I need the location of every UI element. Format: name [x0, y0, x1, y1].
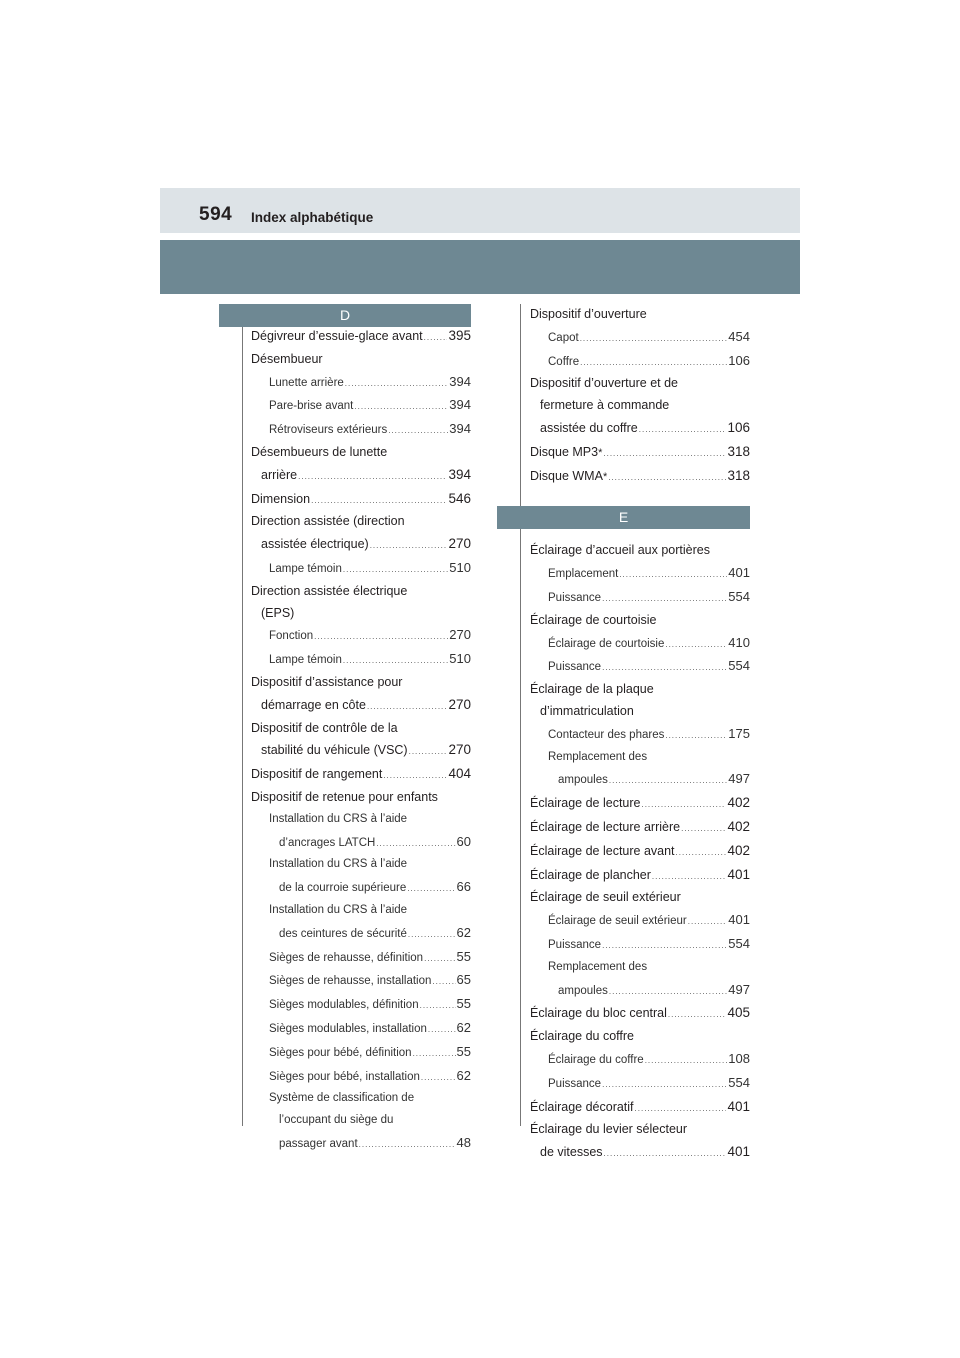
page-ref[interactable]: 394 — [449, 397, 471, 413]
index-entry — [530, 1002, 750, 1026]
entry-text: arrière — [261, 467, 298, 482]
entry-text: Remplacement des — [548, 960, 648, 973]
index-entry — [530, 304, 750, 326]
index-entry — [251, 511, 471, 533]
index-subentry — [530, 655, 750, 679]
entry-text: Dimension — [251, 491, 311, 506]
dot-leader — [676, 842, 727, 864]
page-ref[interactable]: 497 — [728, 771, 750, 787]
dot-leader — [311, 490, 447, 512]
entry-text: Capot — [548, 331, 579, 344]
page-ref[interactable]: 270 — [448, 742, 471, 758]
entry-text: Éclairage de courtoisie — [530, 612, 657, 627]
dot-leader — [668, 1004, 727, 1026]
page-ref[interactable]: 554 — [728, 658, 750, 674]
entry-text: Puissance — [548, 1077, 602, 1090]
index-entry — [530, 840, 750, 864]
entry-text: Éclairage de la plaque — [530, 682, 654, 697]
index-entry — [251, 349, 471, 371]
page-ref[interactable]: 62 — [456, 1067, 471, 1083]
index-subentry — [251, 1065, 471, 1089]
page-ref[interactable]: 394 — [449, 373, 471, 389]
page-ref[interactable]: 106 — [727, 419, 750, 435]
entry-text: Sièges de rehausse, installation — [269, 975, 432, 988]
page-ref[interactable]: 401 — [728, 912, 750, 928]
index-entry — [530, 540, 750, 562]
page-ref[interactable]: 270 — [448, 536, 471, 552]
page-ref[interactable]: 55 — [456, 948, 471, 964]
index-entry: Disque WMA * ..... 318 — [530, 465, 750, 489]
entry-text: Éclairage de plancher — [530, 867, 651, 882]
entry-text: Éclairage de lecture avant — [530, 843, 675, 858]
index-subentry — [530, 909, 750, 933]
index-group-d-continued — [530, 304, 750, 488]
dot-leader — [603, 443, 726, 465]
dot-leader — [681, 818, 726, 840]
entry-text: ampoules — [558, 984, 608, 997]
page-title: Index alphabétique — [251, 210, 374, 225]
dot-leader — [388, 420, 448, 442]
page-ref[interactable]: 60 — [456, 833, 471, 849]
column-divider-left — [242, 304, 243, 1126]
page-ref[interactable]: 106 — [728, 352, 750, 368]
entry-text: Puissance — [548, 661, 602, 674]
page-ref[interactable]: 546 — [448, 490, 471, 506]
index-entry — [530, 816, 750, 840]
index-entry — [251, 464, 471, 488]
dot-leader — [645, 1050, 728, 1072]
entry-text: Fonction — [269, 630, 314, 643]
index-subentry — [530, 1072, 750, 1096]
entry-text: des ceintures de sécurité — [279, 927, 407, 940]
index-subentry — [251, 624, 471, 648]
page-ref[interactable]: 402 — [727, 795, 750, 811]
entry-text: Puissance — [548, 591, 602, 604]
entry-text: Dispositif de retenue pour enfants — [251, 789, 438, 804]
page-ref[interactable]: 62 — [456, 1019, 471, 1035]
dot-leader — [602, 935, 727, 957]
page-ref[interactable]: 395 — [448, 328, 471, 343]
index-subentry — [251, 993, 471, 1017]
entry-text: Emplacement — [548, 568, 619, 581]
index-entry — [251, 787, 471, 809]
entry-text: Éclairage de seuil extérieur — [548, 915, 687, 928]
page-ref[interactable]: 410 — [728, 634, 750, 650]
dot-leader — [639, 419, 727, 441]
dot-leader — [424, 327, 448, 349]
page-ref[interactable]: 554 — [728, 1074, 750, 1090]
dot-leader — [359, 1134, 456, 1156]
index-subentry — [530, 933, 750, 957]
entry-text: (EPS) — [261, 605, 295, 620]
page-ref[interactable]: 65 — [456, 972, 471, 988]
page-number: 594 — [199, 204, 233, 225]
dot-leader — [409, 741, 448, 763]
page-ref[interactable]: 175 — [728, 725, 750, 741]
index-subentry — [251, 969, 471, 993]
index-group-e — [530, 540, 750, 1165]
dot-leader — [602, 657, 727, 679]
entry-text: Dispositif d’assistance pour — [251, 674, 403, 689]
dot-leader — [367, 696, 448, 718]
index-entry — [530, 1096, 750, 1120]
dot-leader — [580, 352, 727, 374]
entry-text: de vitesses — [540, 1145, 603, 1160]
index-entry — [251, 739, 471, 763]
index-subentry — [530, 326, 750, 350]
index-entry — [251, 763, 471, 787]
dot-leader — [407, 878, 455, 900]
entry-text: Désembueur — [251, 351, 323, 366]
entry-text: Dispositif d’ouverture et de — [530, 376, 678, 391]
entry-text: Pare-brise avant — [269, 400, 354, 413]
column-divider-right — [520, 304, 521, 1126]
page-ref[interactable]: 401 — [727, 1144, 750, 1160]
index-subentry — [251, 946, 471, 970]
page-ref[interactable]: 510 — [449, 651, 471, 667]
page-ref[interactable]: 404 — [448, 766, 471, 782]
index-entry — [530, 610, 750, 632]
entry-text: assistée du coffre — [540, 420, 638, 435]
index-entry — [530, 701, 750, 723]
index-subentry — [251, 831, 471, 855]
page-ref[interactable]: 405 — [727, 1005, 750, 1021]
index-entry — [530, 1119, 750, 1141]
index-subentry — [530, 586, 750, 610]
entry-text: Installation du CRS à l’aide — [269, 858, 408, 871]
index-subentry — [251, 371, 471, 395]
index-subentry — [530, 768, 750, 792]
dot-leader — [420, 995, 456, 1017]
dot-leader — [383, 765, 447, 787]
dot-leader — [609, 770, 727, 792]
index-entry — [530, 1141, 750, 1165]
index-subentry — [251, 418, 471, 442]
entry-text: Lampe témoin — [269, 654, 342, 667]
entry-text: d’immatriculation — [540, 703, 634, 718]
dot-leader — [609, 981, 727, 1003]
entry-text: Sièges de rehausse, définition — [269, 951, 424, 964]
index-subentry — [251, 922, 471, 946]
index-subentry — [251, 557, 471, 581]
entry-text: Remplacement des — [548, 750, 648, 763]
dot-leader — [665, 634, 727, 656]
index-subentry — [530, 562, 750, 586]
page-ref[interactable]: 510 — [449, 559, 471, 575]
entry-text: Puissance — [548, 938, 602, 951]
page-ref[interactable]: 401 — [727, 866, 750, 882]
index-subentry — [251, 394, 471, 418]
entry-text: Sièges modulables, installation — [269, 1022, 427, 1035]
entry-text: Coffre — [548, 355, 580, 368]
entry-text: Rétroviseurs extérieurs — [269, 424, 388, 437]
entry-text: passager avant — [279, 1137, 358, 1150]
index-column-right — [530, 304, 750, 1165]
dot-leader — [665, 725, 727, 747]
index-subentry — [251, 1132, 471, 1156]
index-subentry — [251, 1017, 471, 1041]
entry-text: fermeture à commande — [540, 398, 670, 413]
dot-leader — [608, 467, 726, 489]
dot-leader — [345, 373, 449, 395]
entry-text: Dispositif de contrôle de la — [251, 720, 398, 735]
dot-leader — [635, 1098, 727, 1120]
dot-leader — [413, 1043, 456, 1065]
dot-leader — [354, 396, 448, 418]
page-ref[interactable]: 55 — [456, 1043, 471, 1059]
page-ref[interactable]: 318 — [727, 443, 750, 459]
entry-text: Installation du CRS à l’aide — [269, 812, 408, 825]
page-ref[interactable]: 62 — [456, 924, 471, 940]
index-subentry — [251, 809, 471, 831]
index-subentry — [530, 1048, 750, 1072]
page-ref[interactable]: 402 — [727, 818, 750, 834]
entry-text: Désembueurs de lunette — [251, 444, 388, 459]
index-subentry — [251, 1110, 471, 1132]
index-subentry — [530, 632, 750, 656]
page-ref[interactable]: 394 — [448, 466, 471, 482]
entry-text: stabilité du véhicule (VSC) — [261, 743, 408, 758]
entry-text: Direction assistée (direction — [251, 514, 405, 529]
page-ref[interactable]: 394 — [449, 421, 471, 437]
entry-text: Éclairage d’accueil aux portières — [530, 543, 710, 558]
page-ref[interactable]: 402 — [727, 842, 750, 858]
index-subentry — [530, 747, 750, 769]
index-subentry — [530, 979, 750, 1003]
index-subentry — [251, 1041, 471, 1065]
index-entry — [251, 672, 471, 694]
dot-leader — [343, 650, 448, 672]
dot-leader — [421, 1067, 456, 1089]
index-entry — [530, 373, 750, 395]
entry-text: Éclairage de lecture — [530, 796, 641, 811]
entry-text: Disque MP3 — [530, 444, 599, 459]
dot-leader — [580, 328, 728, 350]
index-entry — [530, 792, 750, 816]
entry-text: Éclairage de seuil extérieur — [530, 890, 681, 905]
index-entry — [530, 395, 750, 417]
index-entry — [251, 694, 471, 718]
entry-text: Installation du CRS à l’aide — [269, 903, 408, 916]
page-ref[interactable]: 554 — [728, 935, 750, 951]
index-entry — [530, 679, 750, 701]
index-subentry — [530, 723, 750, 747]
entry-text: Éclairage du coffre — [548, 1053, 644, 1066]
entry-text: assistée électrique) — [261, 537, 369, 552]
page-ref[interactable]: 48 — [456, 1134, 471, 1150]
entry-text: Sièges pour bébé, définition — [269, 1046, 412, 1059]
entry-text: de la courroie supérieure — [279, 882, 407, 895]
dot-leader — [370, 535, 448, 557]
entry-text: Éclairage du bloc central — [530, 1006, 667, 1021]
index-entry — [530, 417, 750, 441]
page-ref[interactable]: 318 — [727, 467, 750, 483]
dot-leader — [424, 948, 455, 970]
index-entry — [530, 887, 750, 909]
entry-text: Système de classification de — [269, 1092, 415, 1105]
dot-leader — [408, 924, 456, 946]
entry-text: Contacteur des phares — [548, 728, 665, 741]
dot-leader — [604, 1143, 727, 1165]
entry-text: Éclairage de courtoisie — [548, 637, 665, 650]
index-entry — [251, 603, 471, 625]
index-entry: Disque MP3 * ..... 318 — [530, 441, 750, 465]
entry-text: l’occupant du siège du — [279, 1114, 394, 1127]
page-ref[interactable]: 497 — [728, 981, 750, 997]
index-entry — [251, 325, 471, 349]
index-subentry — [251, 854, 471, 876]
dot-leader — [652, 866, 727, 888]
entry-text: Dispositif d’ouverture — [530, 307, 647, 321]
entry-text: Disque WMA — [530, 468, 603, 483]
index-entry — [251, 442, 471, 464]
dot-leader — [428, 1019, 456, 1041]
page-ref[interactable]: 401 — [728, 565, 750, 581]
entry-text: Éclairage du levier sélecteur — [530, 1122, 688, 1137]
dot-leader — [602, 588, 727, 610]
section-header-d: D — [219, 304, 471, 327]
entry-text: Lampe témoin — [269, 562, 342, 575]
entry-text: Éclairage du coffre — [530, 1029, 634, 1044]
dot-leader — [688, 911, 728, 933]
index-column-left — [251, 325, 471, 1156]
index-entry — [251, 533, 471, 557]
index-subentry — [530, 957, 750, 979]
index-subentry — [251, 900, 471, 922]
page-ref[interactable]: 270 — [448, 696, 471, 712]
dot-leader — [376, 833, 455, 855]
page-ref[interactable]: 401 — [727, 1098, 750, 1114]
entry-text: démarrage en côte — [261, 697, 366, 712]
page-ref[interactable]: 66 — [456, 879, 471, 895]
entry-text: ampoules — [558, 774, 608, 787]
entry-text: Dégivreur d’essuie-glace avant — [251, 329, 423, 343]
index-subentry — [530, 350, 750, 374]
index-entry — [530, 864, 750, 888]
page-ref[interactable]: 108 — [728, 1050, 750, 1066]
entry-text: d’ancrages LATCH — [279, 836, 376, 849]
dot-leader — [314, 626, 448, 648]
dot-leader — [641, 794, 726, 816]
page-ref[interactable]: 55 — [456, 996, 471, 1012]
dot-leader — [619, 564, 727, 586]
index-entry — [251, 718, 471, 740]
dot-leader — [343, 559, 448, 581]
entry-text: Direction assistée électrique — [251, 583, 408, 598]
index-entry — [530, 1026, 750, 1048]
page-ref[interactable]: 454 — [728, 328, 750, 344]
entry-text: Lunette arrière — [269, 376, 344, 389]
entry-text: Sièges modulables, définition — [269, 999, 419, 1012]
index-entry — [251, 488, 471, 512]
header-band — [160, 240, 800, 294]
index-subentry — [251, 1088, 471, 1110]
dot-leader — [298, 466, 447, 488]
index-subentry — [251, 648, 471, 672]
dot-leader — [432, 971, 455, 993]
dot-leader — [602, 1074, 727, 1096]
entry-text: Sièges pour bébé, installation — [269, 1070, 420, 1083]
index-subentry — [251, 876, 471, 900]
entry-text: Éclairage de lecture arrière — [530, 819, 681, 834]
entry-text: Dispositif de rangement — [251, 767, 383, 782]
section-header-e: E — [497, 506, 750, 529]
page-ref[interactable]: 554 — [728, 588, 750, 604]
entry-text: Éclairage décoratif — [530, 1099, 634, 1114]
index-entry — [251, 581, 471, 603]
page-ref[interactable]: 270 — [449, 627, 471, 643]
